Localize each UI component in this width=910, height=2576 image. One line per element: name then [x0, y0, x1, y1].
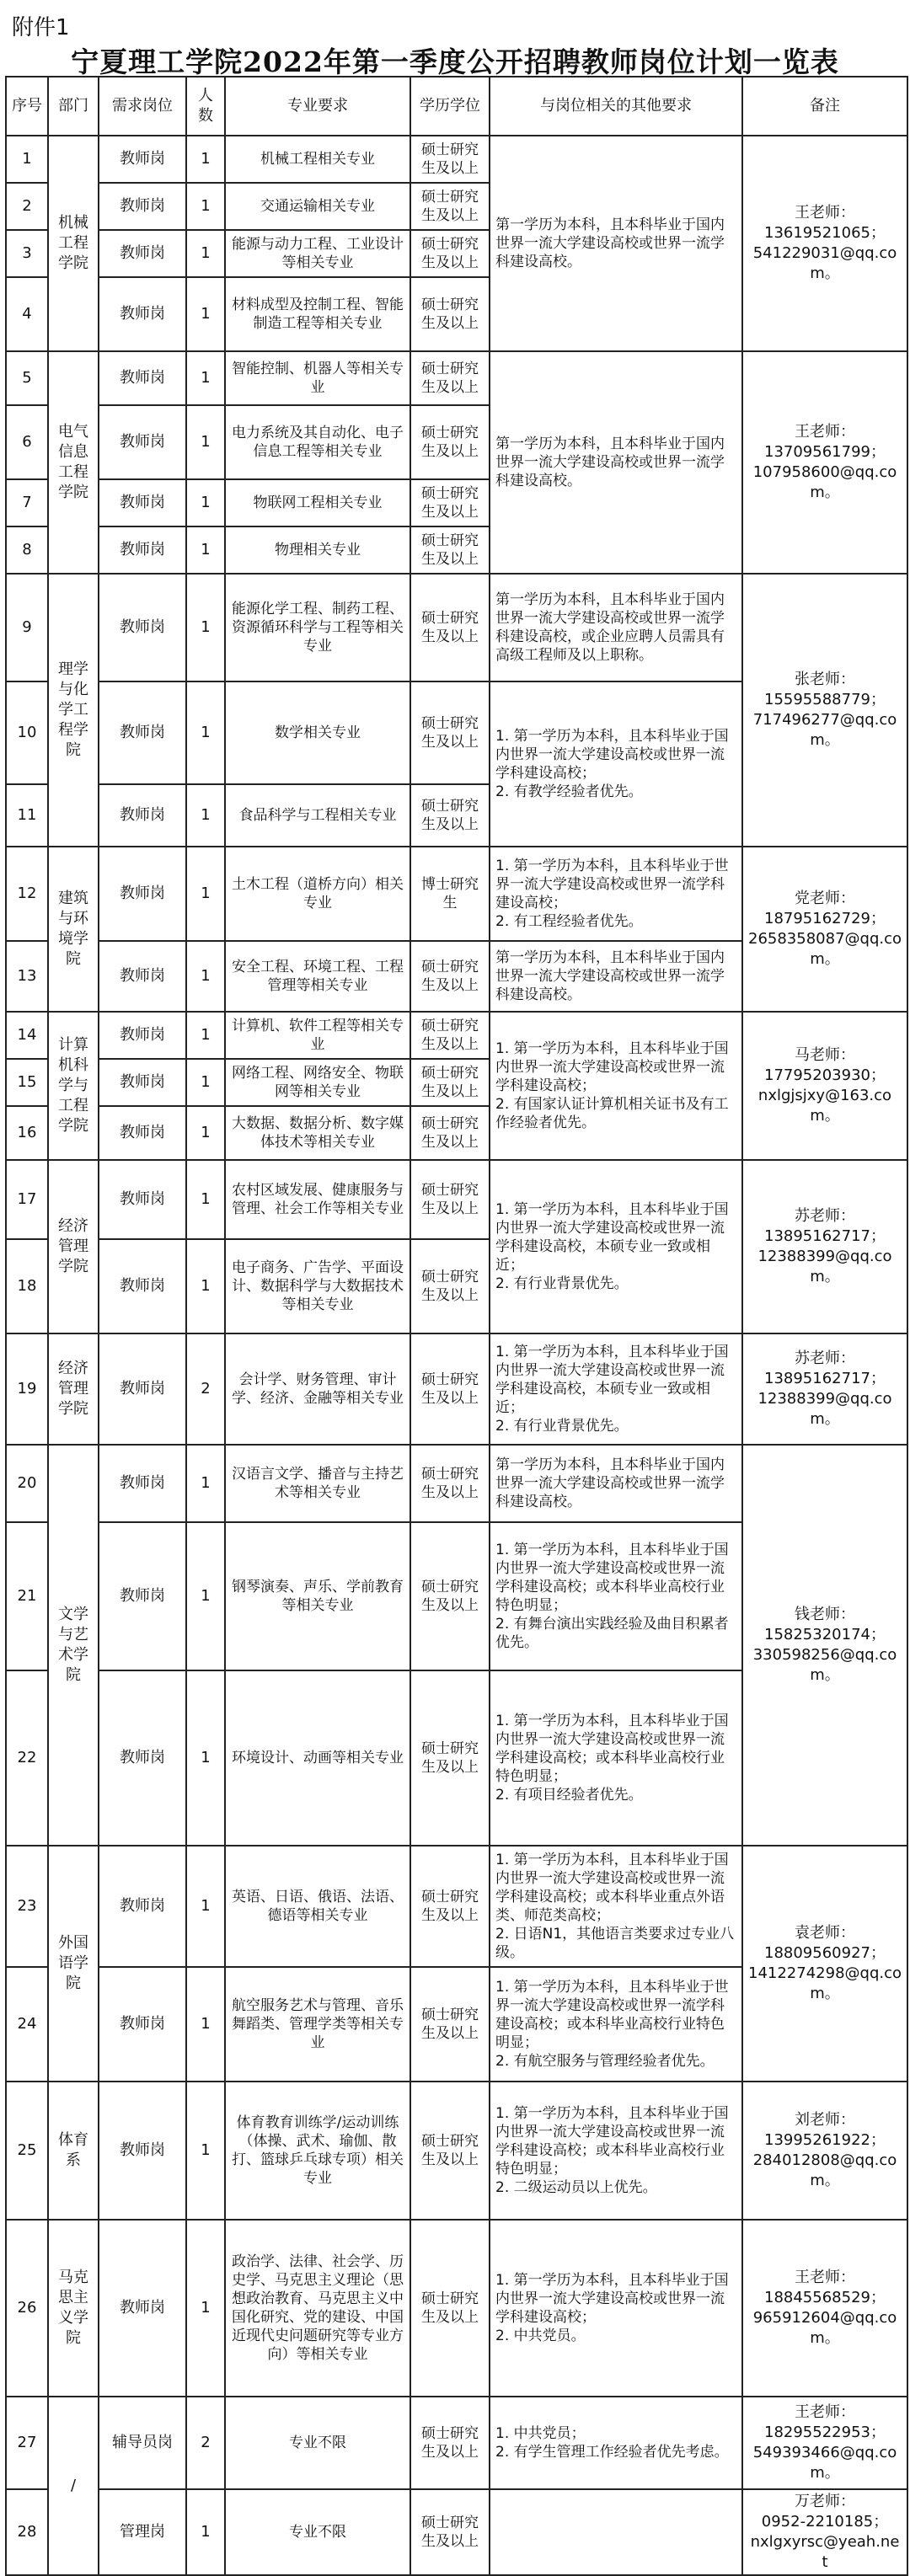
row-number: 13 — [6, 941, 48, 1012]
other-requirements: 1. 第一学历为本科，且本科毕业于国内世界一流大学建设高校或世界一流学科建设高校； 2. 有国家认证计算机相关证书及有工作经验者优先。 — [490, 1012, 742, 1160]
major-requirement: 能源化学工程、制药工程、资源循环科学与工程等相关专业 — [225, 574, 410, 681]
table-row — [6, 2397, 907, 2489]
other-requirements — [490, 2489, 742, 2575]
headcount: 1 — [186, 479, 225, 526]
post-type: 教师岗 — [99, 277, 186, 351]
degree-requirement: 硕士研究生及以上 — [410, 1445, 490, 1522]
headcount: 1 — [186, 183, 225, 230]
major-requirement: 土木工程（道桥方向）相关专业 — [225, 847, 410, 941]
degree-requirement: 硕士研究生及以上 — [410, 1160, 490, 1239]
table-row — [6, 136, 907, 183]
col-header-major: 专业要求 — [225, 77, 410, 136]
post-type: 教师岗 — [99, 1445, 186, 1522]
headcount: 1 — [186, 681, 225, 784]
department-name: 马克思主义学院 — [48, 2220, 99, 2397]
headcount: 1 — [186, 2082, 225, 2220]
headcount: 1 — [186, 230, 225, 277]
major-requirement: 电子商务、广告学、平面设计、数据科学与大数据技术等相关专业 — [225, 1239, 410, 1333]
other-requirements: 1. 第一学历为本科，且本科毕业于国内世界一流大学建设高校或世界一流学科建设高校； 2. 有教学经验者优先。 — [490, 681, 742, 847]
post-type: 教师岗 — [99, 574, 186, 681]
post-type: 辅导员岗 — [99, 2397, 186, 2489]
degree-requirement: 硕士研究生及以上 — [410, 136, 490, 183]
department-name: 经济管理学院 — [48, 1333, 99, 1445]
contact-note: 王老师： 13619521065； 541229031@qq.com。 — [742, 136, 907, 351]
other-requirements: 第一学历为本科，且本科毕业于国内世界一流大学建设高校或世界一流学科建设高校。 — [490, 941, 742, 1012]
other-requirements: 1. 第一学历为本科，且本科毕业于国内世界一流大学建设高校或世界一流学科建设高校；或本科毕业高校行业特色明显； 2. 二级运动员以上优先。 — [490, 2082, 742, 2220]
headcount: 1 — [186, 1059, 225, 1106]
table-row — [6, 2082, 907, 2220]
row-number: 16 — [6, 1106, 48, 1160]
post-type: 教师岗 — [99, 784, 186, 847]
row-number: 23 — [6, 1846, 48, 1967]
degree-requirement: 硕士研究生及以上 — [410, 277, 490, 351]
contact-note: 苏老师： 13895162717； 12388399@qq.com。 — [742, 1160, 907, 1333]
major-requirement: 计算机、软件工程等相关专业 — [225, 1012, 410, 1059]
row-number: 14 — [6, 1012, 48, 1059]
headcount: 1 — [186, 941, 225, 1012]
col-header-other: 与岗位相关的其他要求 — [490, 77, 742, 136]
degree-requirement: 硕士研究生及以上 — [410, 230, 490, 277]
degree-requirement: 硕士研究生及以上 — [410, 183, 490, 230]
post-type: 教师岗 — [99, 479, 186, 526]
row-number: 27 — [6, 2397, 48, 2489]
degree-requirement: 硕士研究生及以上 — [410, 1846, 490, 1967]
contact-note: 王老师： 18845568529； 965912604@qq.com。 — [742, 2220, 907, 2397]
major-requirement: 大数据、数据分析、数字媒体技术等相关专业 — [225, 1106, 410, 1160]
degree-requirement: 博士研究生 — [410, 847, 490, 941]
attachment-label: 附件1 — [12, 15, 70, 40]
post-type: 教师岗 — [99, 1160, 186, 1239]
major-requirement: 物理相关专业 — [225, 526, 410, 574]
col-header-dept: 部门 — [48, 77, 99, 136]
headcount: 1 — [186, 526, 225, 574]
row-number: 4 — [6, 277, 48, 351]
contact-note: 张老师： 15595588779； 717496277@qq.com。 — [742, 574, 907, 847]
post-type: 教师岗 — [99, 1670, 186, 1846]
other-requirements: 1. 第一学历为本科，且本科毕业于世界一流大学建设高校或世界一流学科建设高校；或本科毕业高校行业特色明显； 2. 有航空服务与管理经验者优先。 — [490, 1967, 742, 2082]
row-number: 2 — [6, 183, 48, 230]
contact-note: 马老师： 17795203930； nxlgjsjxy@163.com。 — [742, 1012, 907, 1160]
major-requirement: 食品科学与工程相关专业 — [225, 784, 410, 847]
headcount: 2 — [186, 2397, 225, 2489]
row-number: 11 — [6, 784, 48, 847]
post-type: 教师岗 — [99, 405, 186, 479]
row-number: 15 — [6, 1059, 48, 1106]
other-requirements: 第一学历为本科，且本科毕业于国内世界一流大学建设高校或世界一流学科建设高校。 — [490, 136, 742, 351]
degree-requirement: 硕士研究生及以上 — [410, 2220, 490, 2397]
degree-requirement: 硕士研究生及以上 — [410, 1239, 490, 1333]
headcount: 1 — [186, 1846, 225, 1967]
contact-note: 苏老师： 13895162717； 12388399@qq.com。 — [742, 1333, 907, 1445]
other-requirements: 1. 第一学历为本科，且本科毕业于国内世界一流大学建设高校或世界一流学科建设高校；或本科毕业重点外语类、师范类高校； 2. 日语N1，其他语言类要求过专业八级。 — [490, 1846, 742, 1967]
table-row — [6, 2489, 907, 2575]
row-number: 3 — [6, 230, 48, 277]
post-type: 教师岗 — [99, 526, 186, 574]
degree-requirement: 硕士研究生及以上 — [410, 2397, 490, 2489]
headcount: 1 — [186, 2489, 225, 2575]
post-type: 教师岗 — [99, 941, 186, 1012]
post-type: 教师岗 — [99, 183, 186, 230]
headcount: 1 — [186, 277, 225, 351]
col-header-post: 需求岗位 — [99, 77, 186, 136]
major-requirement: 专业不限 — [225, 2397, 410, 2489]
department-name: 文学与艺术学院 — [48, 1445, 99, 1846]
row-number: 25 — [6, 2082, 48, 2220]
major-requirement: 物联网工程相关专业 — [225, 479, 410, 526]
col-header-note: 备注 — [742, 77, 907, 136]
row-number: 20 — [6, 1445, 48, 1522]
other-requirements: 1. 第一学历为本科，且本科毕业于国内世界一流大学建设高校或世界一流学科建设高校；或本科毕业高校行业特色明显； 2. 有舞台演出实践经验及曲目积累者优先。 — [490, 1522, 742, 1670]
post-type: 教师岗 — [99, 681, 186, 784]
department-name: 电气信息工程学院 — [48, 351, 99, 574]
row-number: 26 — [6, 2220, 48, 2397]
major-requirement: 体育教育训练学/运动训练（体操、武术、瑜伽、散打、篮球乒乓球专项）相关专业 — [225, 2082, 410, 2220]
headcount: 1 — [186, 351, 225, 405]
degree-requirement: 硕士研究生及以上 — [410, 351, 490, 405]
row-number: 1 — [6, 136, 48, 183]
department-name: 体育系 — [48, 2082, 99, 2220]
other-requirements: 1. 第一学历为本科，且本科毕业于国内世界一流大学建设高校或世界一流学科建设高校，本硕专业一致或相近； 2. 有行业背景优先。 — [490, 1333, 742, 1445]
major-requirement: 数学相关专业 — [225, 681, 410, 784]
contact-note: 王老师： 18295522953； 549393466@qq.com。 — [742, 2397, 907, 2489]
major-requirement: 电力系统及其自动化、电子信息工程等相关专业 — [225, 405, 410, 479]
major-requirement: 材料成型及控制工程、智能制造工程等相关专业 — [225, 277, 410, 351]
major-requirement: 汉语言文学、播音与主持艺术等相关专业 — [225, 1445, 410, 1522]
row-number: 8 — [6, 526, 48, 574]
other-requirements: 第一学历为本科，且本科毕业于国内世界一流大学建设高校或世界一流学科建设高校。 — [490, 1445, 742, 1522]
degree-requirement: 硕士研究生及以上 — [410, 1522, 490, 1670]
recruitment-table — [5, 76, 908, 2576]
contact-note: 万老师： 0952-2210185； nxlgxyrsc@yeah.net — [742, 2489, 907, 2575]
post-type: 教师岗 — [99, 136, 186, 183]
department-name: 经济管理学院 — [48, 1160, 99, 1333]
degree-requirement: 硕士研究生及以上 — [410, 405, 490, 479]
headcount: 2 — [186, 1333, 225, 1445]
headcount: 1 — [186, 1967, 225, 2082]
major-requirement: 航空服务艺术与管理、音乐舞蹈类、管理学类等相关专业 — [225, 1967, 410, 2082]
post-type: 教师岗 — [99, 1106, 186, 1160]
degree-requirement: 硕士研究生及以上 — [410, 1012, 490, 1059]
table-row — [6, 1012, 907, 1059]
major-requirement: 会计学、财务管理、审计学、经济、金融等相关专业 — [225, 1333, 410, 1445]
degree-requirement: 硕士研究生及以上 — [410, 681, 490, 784]
degree-requirement: 硕士研究生及以上 — [410, 2082, 490, 2220]
post-type: 教师岗 — [99, 1012, 186, 1059]
department-name: 理学与化学工程学院 — [48, 574, 99, 847]
other-requirements: 第一学历为本科，且本科毕业于国内世界一流大学建设高校或世界一流学科建设高校。 — [490, 351, 742, 574]
row-number: 18 — [6, 1239, 48, 1333]
post-type: 教师岗 — [99, 1846, 186, 1967]
row-number: 10 — [6, 681, 48, 784]
row-number: 12 — [6, 847, 48, 941]
headcount: 1 — [186, 1522, 225, 1670]
major-requirement: 农村区域发展、健康服务与管理、社会工作等相关专业 — [225, 1160, 410, 1239]
headcount: 1 — [186, 2220, 225, 2397]
contact-note: 刘老师： 13995261922； 284012808@qq.com。 — [742, 2082, 907, 2220]
table-row — [6, 847, 907, 941]
table-row — [6, 574, 907, 681]
col-header-no: 序号 — [6, 77, 48, 136]
table-row — [6, 1846, 907, 1967]
other-requirements: 1. 第一学历为本科，且本科毕业于国内世界一流大学建设高校或世界一流学科建设高校；或本科毕业高校行业特色明显； 2. 有项目经验者优先。 — [490, 1670, 742, 1846]
degree-requirement: 硕士研究生及以上 — [410, 526, 490, 574]
post-type: 教师岗 — [99, 847, 186, 941]
row-number: 21 — [6, 1522, 48, 1670]
headcount: 1 — [186, 784, 225, 847]
contact-note: 袁老师： 18809560927； 1412274298@qq.com。 — [742, 1846, 907, 2082]
post-type: 教师岗 — [99, 1059, 186, 1106]
table-header-row — [6, 77, 907, 136]
headcount: 1 — [186, 1012, 225, 1059]
degree-requirement: 硕士研究生及以上 — [410, 479, 490, 526]
major-requirement: 环境设计、动画等相关专业 — [225, 1670, 410, 1846]
post-type: 管理岗 — [99, 2489, 186, 2575]
degree-requirement: 硕士研究生及以上 — [410, 1670, 490, 1846]
row-number: 7 — [6, 479, 48, 526]
major-requirement: 安全工程、环境工程、工程管理等相关专业 — [225, 941, 410, 1012]
headcount: 1 — [186, 847, 225, 941]
page-title: 宁夏理工学院2022年第一季度公开招聘教师岗位计划一览表 — [71, 45, 839, 78]
headcount: 1 — [186, 1239, 225, 1333]
department-name: 机械工程学院 — [48, 136, 99, 351]
headcount: 1 — [186, 1106, 225, 1160]
other-requirements: 1. 第一学历为本科，且本科毕业于国内世界一流大学建设高校或世界一流学科建设高校，本硕专业一致或相近； 2. 有行业背景优先。 — [490, 1160, 742, 1333]
major-requirement: 英语、日语、俄语、法语、德语等相关专业 — [225, 1846, 410, 1967]
major-requirement: 能源与动力工程、工业设计等相关专业 — [225, 230, 410, 277]
table-row — [6, 1333, 907, 1445]
row-number: 24 — [6, 1967, 48, 2082]
degree-requirement: 硕士研究生及以上 — [410, 1967, 490, 2082]
contact-note: 党老师： 18795162729； 2658358087@qq.com。 — [742, 847, 907, 1012]
major-requirement: 机械工程相关专业 — [225, 136, 410, 183]
post-type: 教师岗 — [99, 1522, 186, 1670]
contact-note: 王老师： 13709561799； 107958600@qq.com。 — [742, 351, 907, 574]
post-type: 教师岗 — [99, 2220, 186, 2397]
headcount: 1 — [186, 405, 225, 479]
major-requirement: 专业不限 — [225, 2489, 410, 2575]
degree-requirement: 硕士研究生及以上 — [410, 1333, 490, 1445]
post-type: 教师岗 — [99, 230, 186, 277]
row-number: 22 — [6, 1670, 48, 1846]
row-number: 6 — [6, 405, 48, 479]
row-number: 9 — [6, 574, 48, 681]
degree-requirement: 硕士研究生及以上 — [410, 1106, 490, 1160]
degree-requirement: 硕士研究生及以上 — [410, 784, 490, 847]
degree-requirement: 硕士研究生及以上 — [410, 1059, 490, 1106]
degree-requirement: 硕士研究生及以上 — [410, 941, 490, 1012]
col-header-degree: 学历学位 — [410, 77, 490, 136]
headcount: 1 — [186, 574, 225, 681]
table-row — [6, 1160, 907, 1239]
headcount: 1 — [186, 136, 225, 183]
degree-requirement: 硕士研究生及以上 — [410, 2489, 490, 2575]
post-type: 教师岗 — [99, 1967, 186, 2082]
department-name: 外国语学院 — [48, 1846, 99, 2082]
headcount: 1 — [186, 1160, 225, 1239]
major-requirement: 政治学、法律、社会学、历史学、马克思主义理论（思想政治教育、马克思主义中国化研究、党的建设、中国近现代史问题研究等专业方向）等相关专业 — [225, 2220, 410, 2397]
row-number: 5 — [6, 351, 48, 405]
row-number: 17 — [6, 1160, 48, 1239]
department-name: 计算机科学与工程学院 — [48, 1012, 99, 1160]
row-number: 28 — [6, 2489, 48, 2575]
col-header-num: 人数 — [186, 77, 225, 136]
other-requirements: 1. 第一学历为本科，且本科毕业于国内世界一流大学建设高校或世界一流学科建设高校； 2. 中共党员。 — [490, 2220, 742, 2397]
other-requirements: 1. 中共党员； 2. 有学生管理工作经验者优先考虑。 — [490, 2397, 742, 2489]
other-requirements: 第一学历为本科，且本科毕业于国内世界一流大学建设高校或世界一流学科建设高校，或企业应聘人员需具有高级工程师及以上职称。 — [490, 574, 742, 681]
other-requirements: 1. 第一学历为本科，且本科毕业于世界一流大学建设高校或世界一流学科建设高校； 2. 有工程经验者优先。 — [490, 847, 742, 941]
post-type: 教师岗 — [99, 2082, 186, 2220]
department-name: / — [48, 2397, 99, 2575]
row-number: 19 — [6, 1333, 48, 1445]
major-requirement: 网络工程、网络安全、物联网等相关专业 — [225, 1059, 410, 1106]
table-row — [6, 1445, 907, 1522]
department-name: 建筑与环境学院 — [48, 847, 99, 1012]
major-requirement: 智能控制、机器人等相关专业 — [225, 351, 410, 405]
major-requirement: 钢琴演奏、声乐、学前教育等相关专业 — [225, 1522, 410, 1670]
headcount: 1 — [186, 1670, 225, 1846]
degree-requirement: 硕士研究生及以上 — [410, 574, 490, 681]
post-type: 教师岗 — [99, 1239, 186, 1333]
table-row — [6, 351, 907, 405]
post-type: 教师岗 — [99, 351, 186, 405]
headcount: 1 — [186, 1445, 225, 1522]
contact-note: 钱老师： 15825320174； 330598256@qq.com。 — [742, 1445, 907, 1846]
table-row — [6, 2220, 907, 2397]
post-type: 教师岗 — [99, 1333, 186, 1445]
major-requirement: 交通运输相关专业 — [225, 183, 410, 230]
